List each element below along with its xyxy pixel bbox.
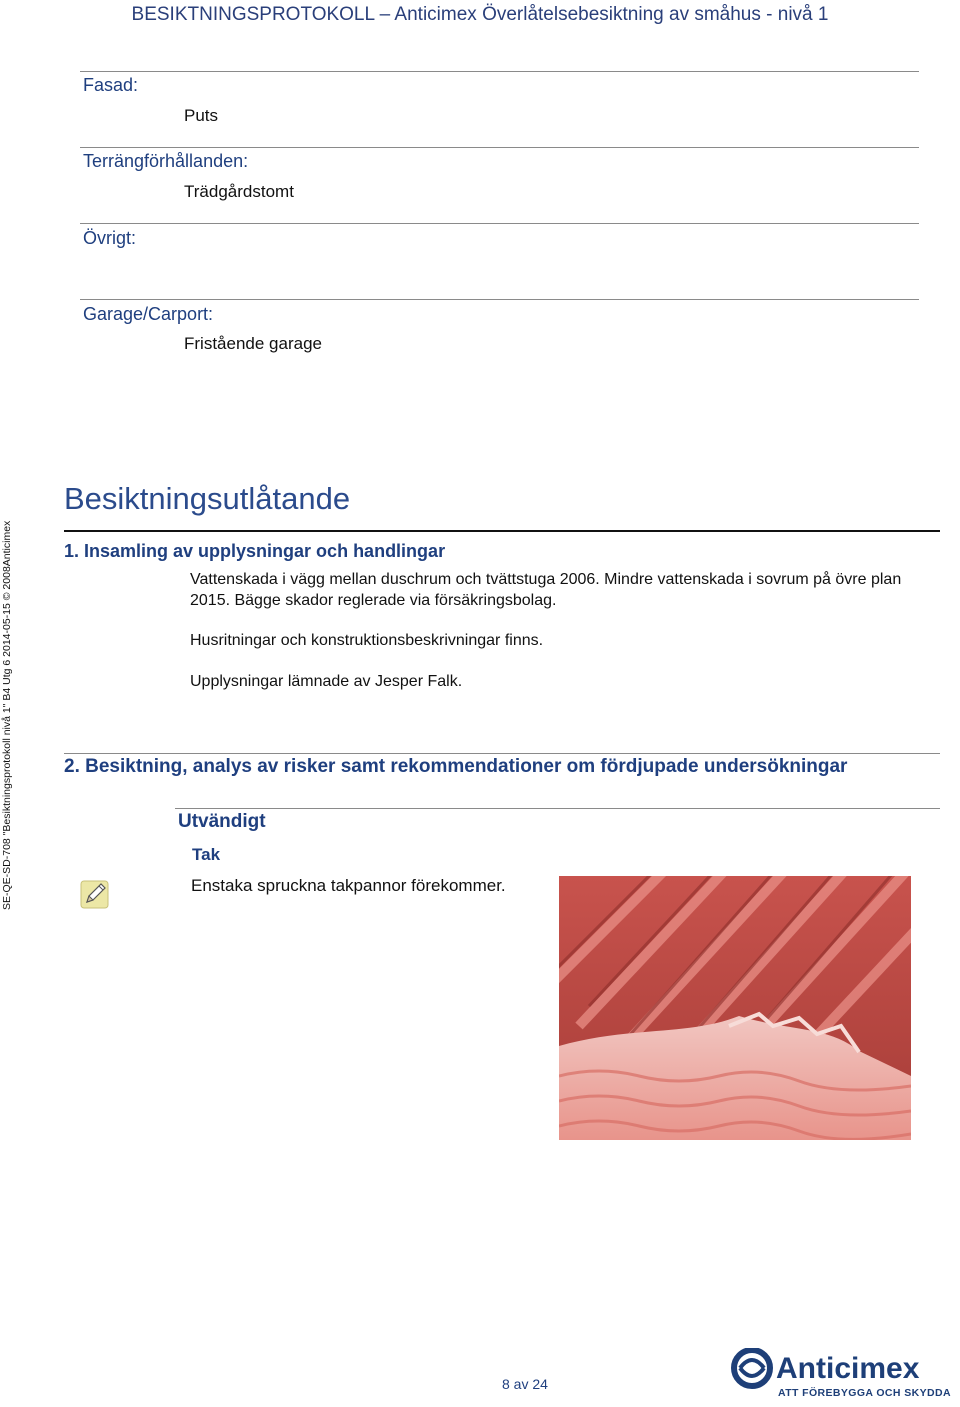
divider	[80, 147, 919, 148]
field-value-terrang: Trädgårdstomt	[184, 182, 294, 201]
observation-text: Enstaka spruckna takpannor förekommer.	[191, 876, 506, 895]
part1-paragraph: Vattenskada i vägg mellan duschrum och tvättstuga 2006. Mindre vattenskada i sovrum på övre plan 2015. Bägge skador reglerade via försäkringsbolag.	[190, 571, 902, 609]
part2-heading: 2. Besiktning, analys av risker samt rekommendationer om fördjupade undersökningar	[64, 756, 848, 777]
field-value-fasad: Puts	[184, 106, 219, 125]
pencil-note-icon	[79, 878, 111, 910]
section-title: Besiktningsutlåtande	[64, 481, 351, 516]
divider	[64, 753, 940, 754]
field-label-fasad: Fasad:	[83, 75, 139, 95]
field-label-ovrigt: Övrigt:	[83, 228, 137, 248]
divider	[80, 71, 919, 72]
field-label-garage: Garage/Carport:	[83, 304, 214, 324]
subheading-utvandigt: Utvändigt	[178, 811, 266, 832]
field-value-garage: Fristående garage	[184, 334, 322, 353]
anticimex-logo-mark	[730, 1348, 952, 1400]
logo-wordmark: Anticimex	[776, 1352, 920, 1385]
document-header: BESIKTNINGSPROTOKOLL – Anticimex Överlåtelsebesiktning av småhus - nivå 1	[131, 4, 829, 25]
section-rule	[64, 530, 940, 532]
part1-heading: 1. Insamling av upplysningar och handlingar	[64, 541, 446, 561]
anticimex-logo	[730, 1348, 952, 1400]
page-number: 8 av 24	[502, 1376, 548, 1392]
divider	[175, 808, 940, 809]
logo-tagline: ATT FÖREBYGGA OCH SKYDDA	[778, 1387, 951, 1399]
part1-paragraph: Husritningar och konstruktionsbeskrivningar finns.	[190, 632, 544, 649]
subheading-tak: Tak	[192, 845, 221, 864]
part1-paragraph: Upplysningar lämnade av Jesper Falk.	[190, 673, 463, 690]
roof-tiles-photo	[559, 876, 911, 1140]
divider	[80, 223, 919, 224]
divider	[80, 299, 919, 300]
document-reference-side-text: SE-QE-SD-708 "Besiktningsprotokoll nivå 1" B4 Utg 6 2014-05-15 © 2008Anticimex	[1, 520, 13, 910]
field-label-terrang: Terrängförhållanden:	[83, 151, 249, 171]
